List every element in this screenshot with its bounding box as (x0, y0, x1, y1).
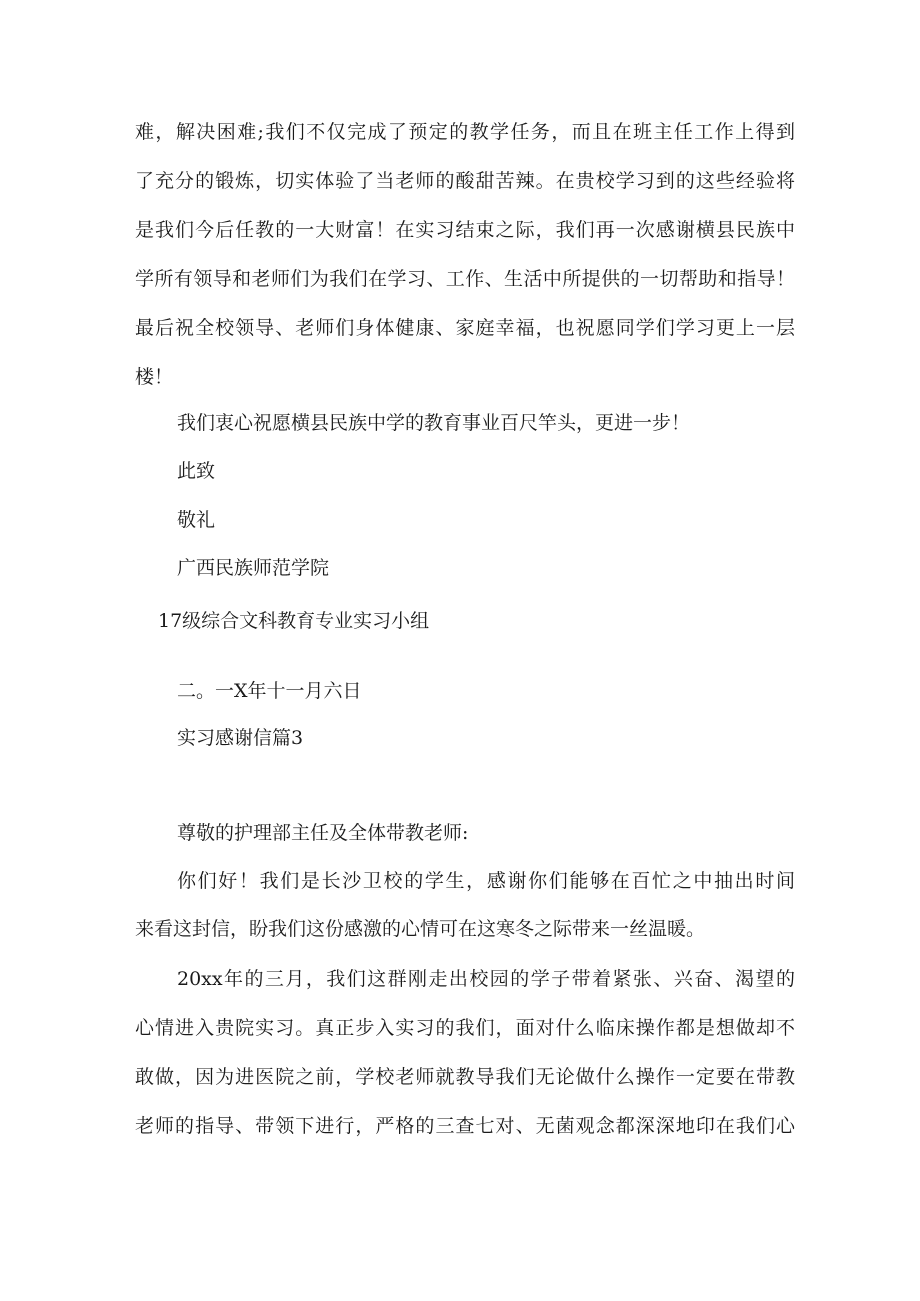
wish-line: 我们衷心祝愿横县民族中学的教育事业百尺竿头，更进一步！ (177, 412, 691, 434)
paragraph-line: 难，解决困难;我们不仅完成了预定的教学任务，而且在班主任工作上得到 (135, 121, 795, 143)
signature-school: 广西民族师范学院 (177, 557, 330, 579)
letter-date: 二。一X年十一月六日 (177, 680, 362, 702)
paragraph-line: 敢做，因为进医院之前，学校老师就教导我们无论做什么操作一定要在带教 (135, 1066, 795, 1088)
salutation: 尊敬的护理部主任及全体带教老师: (177, 822, 469, 844)
closing-jing-li: 敬礼 (177, 509, 216, 531)
paragraph-line: 楼！ (135, 366, 174, 388)
closing-ci-zhi: 此致 (177, 460, 216, 482)
section-title: 实习感谢信篇3 (177, 727, 304, 749)
paragraph-line: 学所有领导和老师们为我们在学习、工作、生活中所提供的一切帮助和指导！ (135, 268, 795, 290)
paragraph-line: 来看这封信，盼我们这份感激的心情可在这寒冬之际带来一丝温暖。 (135, 918, 706, 940)
paragraph-line: 最后祝全校领导、老师们身体健康、家庭幸福，也祝愿同学们学习更上一层 (135, 317, 795, 339)
paragraph-line: 20xx年的三月，我们这群刚走出校园的学子带着紧张、兴奋、渴望的 (177, 968, 795, 990)
signature-group: 17级综合文科教育专业实习小组 (158, 610, 430, 632)
paragraph-line: 你们好！我们是长沙卫校的学生，感谢你们能够在百忙之中抽出时间 (177, 870, 795, 892)
paragraph-line: 了充分的锻炼，切实体验了当老师的酸甜苦辣。在贵校学习到的这些经验将 (135, 170, 795, 192)
paragraph-line: 心情进入贵院实习。真正步入实习的我们，面对什么临床操作都是想做却不 (135, 1017, 795, 1039)
paragraph-line: 老师的指导、带领下进行，严格的三查七对、无菌观念都深深地印在我们心 (135, 1115, 795, 1137)
paragraph-line: 是我们今后任教的一大财富！在实习结束之际，我们再一次感谢横县民族中 (135, 219, 795, 241)
